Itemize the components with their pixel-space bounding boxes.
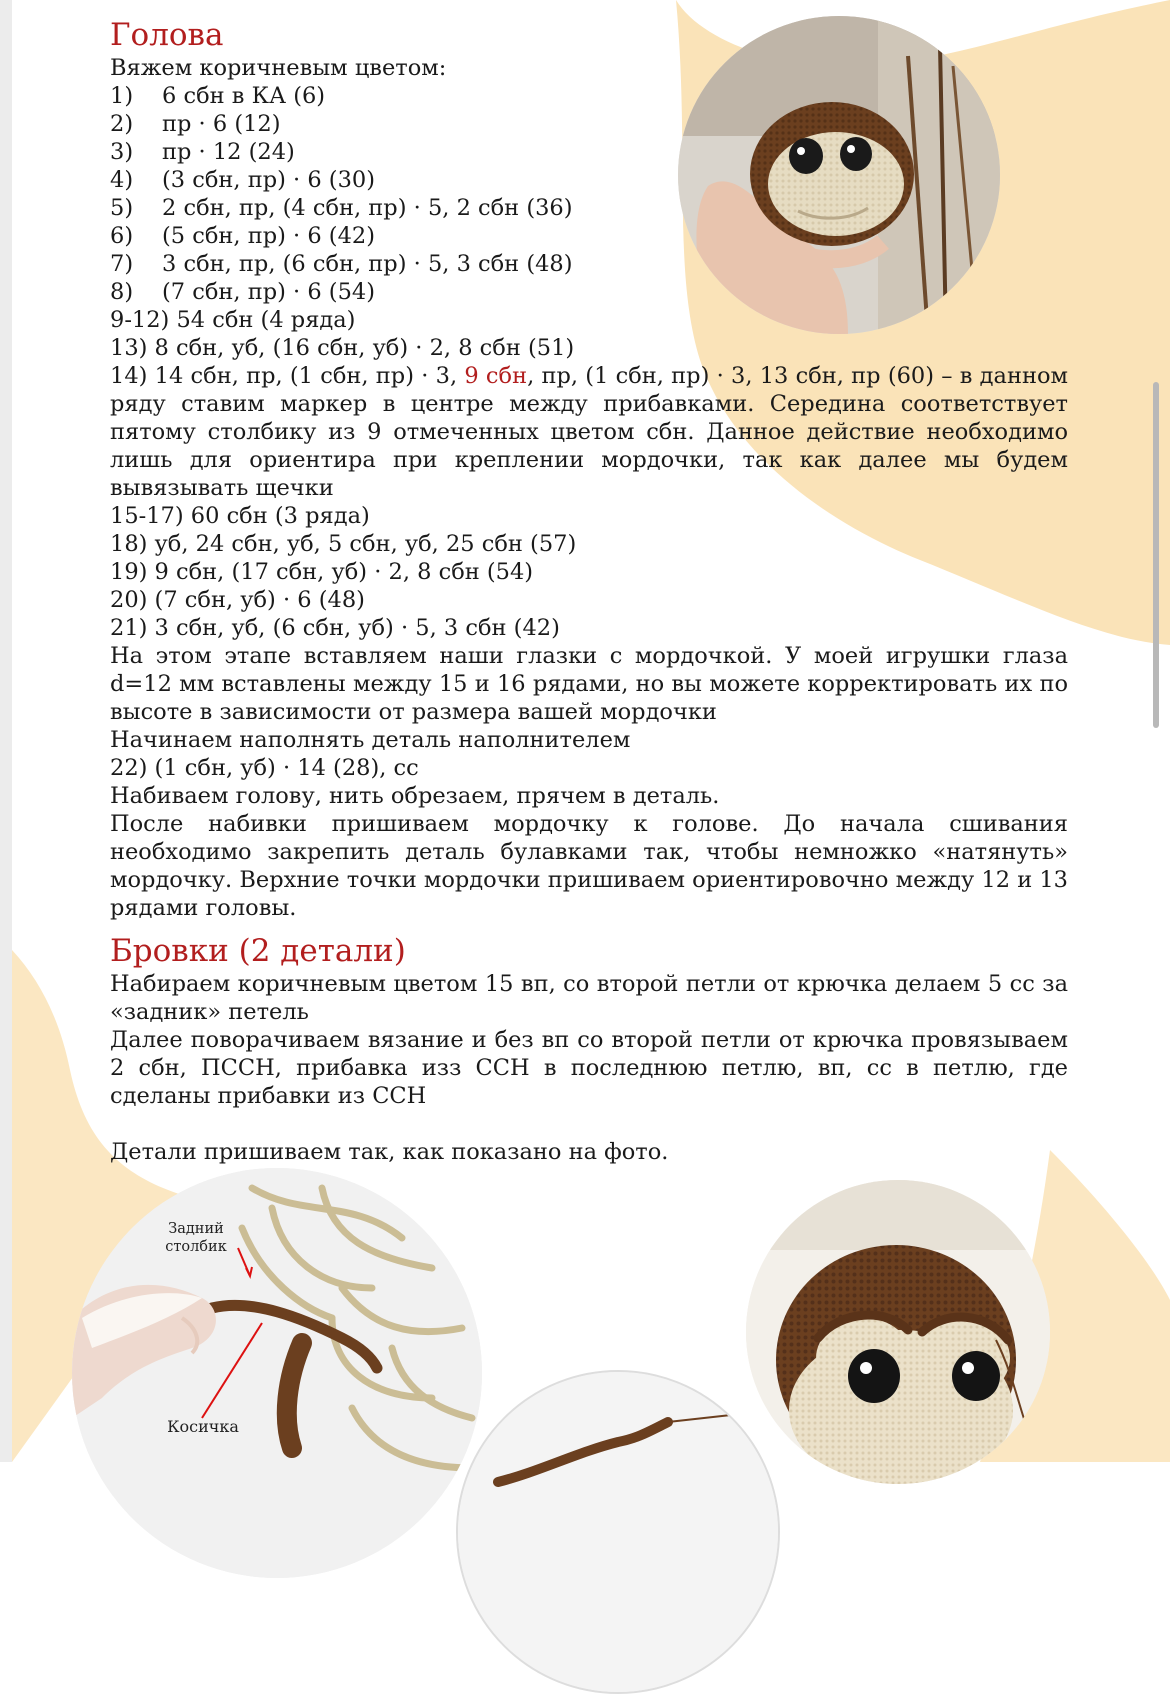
row-number: 6) [110, 223, 134, 249]
row-item [110, 250, 1068, 278]
intro-line: Вяжем коричневым цветом: [110, 55, 447, 81]
rows-list [110, 82, 1068, 306]
row-text: 6 сбн в КА (6) [162, 83, 326, 109]
main-text [110, 16, 1068, 1166]
annotation-braid: Косичка [167, 1417, 239, 1436]
row-item [110, 222, 1068, 250]
sew-note: После набивки пришиваем мордочку к голове. До начала сшивания необходимо закрепить деталь булавками так, чтобы немножко «натянуть» мордочку. Верхние точки мордочки пришиваем ориентировочно между 12 и 13 рядами головы. [110, 811, 1068, 921]
row-number: 4) [110, 167, 134, 193]
row-14-text-b: , пр, (1 сбн, пр) · 3, 13 сбн, пр (60) – в данном ряду ставим маркер в центре между прибавками. Середина соответствует пятому столбику из 9 отмеченных цветом сбн. Данное действие необходимо лишь для ориентира при креплении мордочки, так как далее мы будем вывязывать щечки [110, 363, 1068, 501]
row-9-12: 9-12) 54 сбн (4 ряда) [110, 307, 356, 333]
brows-p1: Набираем коричневым цветом 15 вп, со второй петли от крючка делаем 5 сс за «задник» петель [110, 971, 1068, 1025]
row-14-text-a: 14) 14 сбн, пр, (1 сбн, пр) · 3, [110, 363, 465, 389]
row-13: 13) 8 сбн, уб, (16 сбн, уб) · 2, 8 сбн (51) [110, 335, 575, 361]
row-text: (5 сбн, пр) · 6 (42) [162, 223, 375, 249]
photo-brow-piece [456, 1370, 780, 1694]
row-text: пр · 6 (12) [162, 111, 281, 137]
annotation-back-loop: Задний столбик [165, 1221, 227, 1255]
row-number: 3) [110, 139, 134, 165]
eyes-note: На этом этапе вставляем наши глазки с мордочкой. У моей игрушки глаза d=12 мм вставлены между 15 и 16 рядами, но вы можете корректировать их по высоте в зависимости от размера вашей мордочки [110, 643, 1068, 725]
row-22: 22) (1 сбн, уб) · 14 (28), сс [110, 755, 419, 781]
page-left-edge [0, 0, 12, 1462]
scrollbar-thumb[interactable] [1153, 382, 1159, 728]
row-item: 19) 9 сбн, (17 сбн, уб) · 2, 8 сбн (54) [110, 559, 534, 585]
row-item [110, 138, 1068, 166]
row-item [110, 278, 1068, 306]
row-number: 1) [110, 83, 134, 109]
heading-head: Голова [110, 17, 224, 53]
row-item [110, 194, 1068, 222]
row-item [110, 82, 1068, 110]
fill-note: Начинаем наполнять деталь наполнителем [110, 727, 631, 753]
row-14 [110, 362, 1068, 502]
rows-list-2 [110, 502, 1068, 642]
stuff-note: Набиваем голову, нить обрезаем, прячем в деталь. [110, 783, 720, 809]
brows-p3: Детали пришиваем так, как показано на фото. [110, 1139, 669, 1165]
row-number: 5) [110, 195, 134, 221]
photo-head-with-brows [746, 1180, 1050, 1484]
row-item [110, 166, 1068, 194]
row-item: 20) (7 сбн, уб) · 6 (48) [110, 587, 365, 613]
row-number: 8) [110, 279, 134, 305]
photo-brow-crochet [72, 1168, 482, 1578]
row-number: 2) [110, 111, 134, 137]
row-number: 7) [110, 251, 134, 277]
row-item: 18) уб, 24 сбн, уб, 5 сбн, уб, 25 сбн (57) [110, 531, 577, 557]
row-text: (3 сбн, пр) · 6 (30) [162, 167, 375, 193]
row-item: 15-17) 60 сбн (3 ряда) [110, 503, 370, 529]
row-text: 3 сбн, пр, (6 сбн, пр) · 5, 3 сбн (48) [162, 251, 573, 277]
row-item: 21) 3 сбн, уб, (6 сбн, уб) · 5, 3 сбн (42) [110, 615, 560, 641]
heading-brows: Бровки (2 детали) [110, 933, 406, 969]
row-text: 2 сбн, пр, (4 сбн, пр) · 5, 2 сбн (36) [162, 195, 573, 221]
row-14-highlight: 9 сбн [464, 363, 528, 389]
row-item [110, 110, 1068, 138]
row-text: пр · 12 (24) [162, 139, 295, 165]
row-text: (7 сбн, пр) · 6 (54) [162, 279, 375, 305]
brows-p2: Далее поворачиваем вязание и без вп со второй петли от крючка провязываем 2 сбн, ПССН, прибавка изз ССН в последнюю петлю, вп, сс в петлю, где сделаны прибавки из ССН [110, 1027, 1068, 1109]
